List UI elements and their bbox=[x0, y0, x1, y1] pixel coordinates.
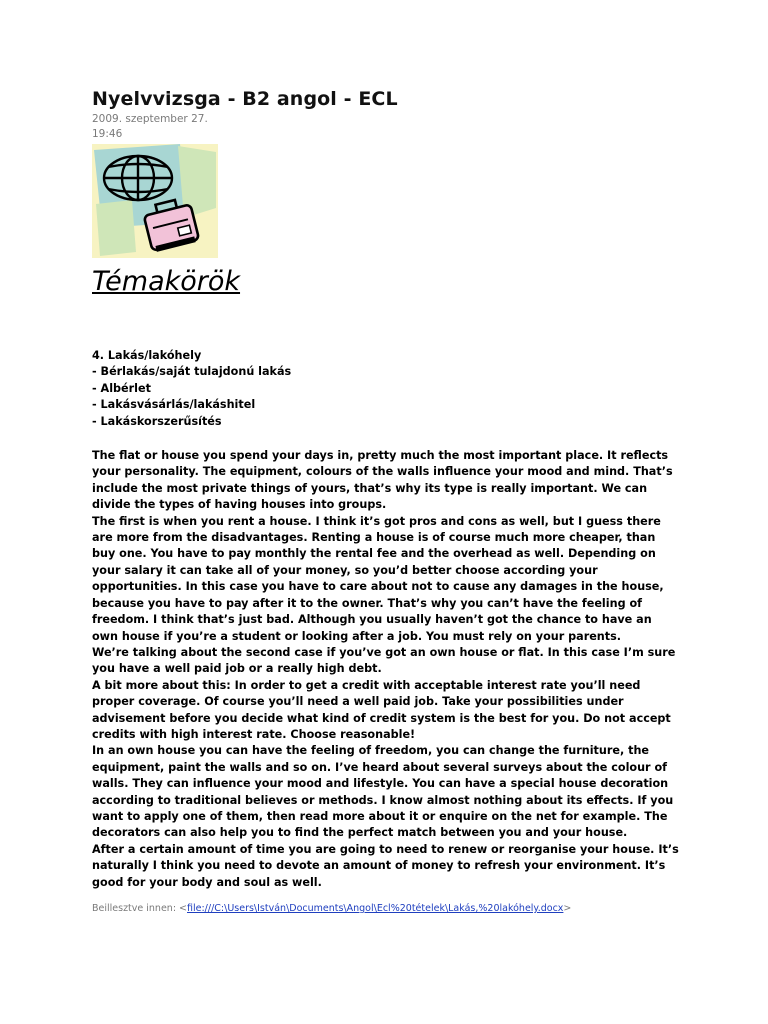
essay-paragraph: The first is when you rent a house. I think it’s got pros and cons as well, but I guess there are more from the disadvantages. Renting a house is of course much more cheaper, than buy one. You have to pay monthly the rental fee and the overhead as well. Depending on your salary it can take all of your money, so you’d better choose according your opportunities. In this case you have to care about not to cause any damages in the house, because you have to pay after it to the owner. That’s why you can’t have the feeling of freedom. I think that’s just bad. Although you usually haven’t got the chance to have an own house if you’re a student or looking after a job. You must rely on your parents. bbox=[92, 514, 664, 643]
topic-item: - Albérlet bbox=[92, 381, 151, 395]
essay-paragraph: We’re talking about the second case if you’ve got an own house or flat. In this case I’m sure you have a well paid job or a really high debt. bbox=[92, 645, 676, 676]
note-title: Nyelvvizsga - B2 angol - ECL bbox=[92, 88, 398, 110]
topic-title: 4. Lakás/lakóhely bbox=[92, 349, 202, 362]
paste-source bbox=[92, 903, 692, 914]
essay-paragraph: The flat or house you spend your days in, pretty much the most important place. It reflects your personality. The equipment, colours of the walls influence your mood and mind. That’s include the most private things of yours, that’s why its type is really important. We can divide the types of having houses into groups. bbox=[92, 449, 673, 512]
topic-item: - Lakásvásárlás/lakáshitel bbox=[92, 398, 256, 412]
source-label: Beillesztve innen: bbox=[92, 903, 177, 914]
note-page bbox=[92, 86, 692, 914]
source-link[interactable]: file:///C:\Users\István\Documents\Angol\Ecl%20tételek\Lakás,%20lakóhely.docx bbox=[187, 903, 564, 914]
topic-list bbox=[92, 348, 692, 430]
note-date: 2009. szeptember 27. bbox=[92, 113, 208, 125]
essay-paragraph: After a certain amount of time you are going to need to renew or reorganise your house. It’s naturally I think you need to devote an amount of money to refresh your environment. It’s good for your body and soul as well. bbox=[92, 842, 679, 889]
source-open-bracket: < bbox=[176, 903, 188, 914]
topic-item: - Lakáskorszerűsítés bbox=[92, 414, 222, 428]
globe-and-suitcase-icon bbox=[92, 144, 218, 258]
topic-item: - Bérlakás/saját tulajdonú lakás bbox=[92, 365, 292, 379]
source-close-bracket: > bbox=[563, 903, 572, 914]
essay-text bbox=[92, 448, 680, 891]
essay-paragraph: A bit more about this: In order to get a credit with acceptable interest rate you’ll need proper coverage. Of course you’ll need a well paid job. Take your possibilities under advisement before you decide what kind of credit system is the best for you. Do not accept credits with high interest rate. Choose reasonable! bbox=[92, 678, 671, 741]
note-time: 19:46 bbox=[92, 128, 123, 140]
section-heading: Témakörök bbox=[92, 266, 241, 297]
essay-paragraph: In an own house you can have the feeling of freedom, you can change the furniture, the equipment, paint the walls and so on. I’ve heard about several surveys about the colour of walls. They can influence your mood and lifestyle. You can have a special house decoration according to traditional believes or methods. I know almost nothing about its effects. If you want to apply one of them, then read more about it or enquire on the net for example. The decorators can also help you to find the perfect match between you and your house. bbox=[92, 744, 674, 840]
